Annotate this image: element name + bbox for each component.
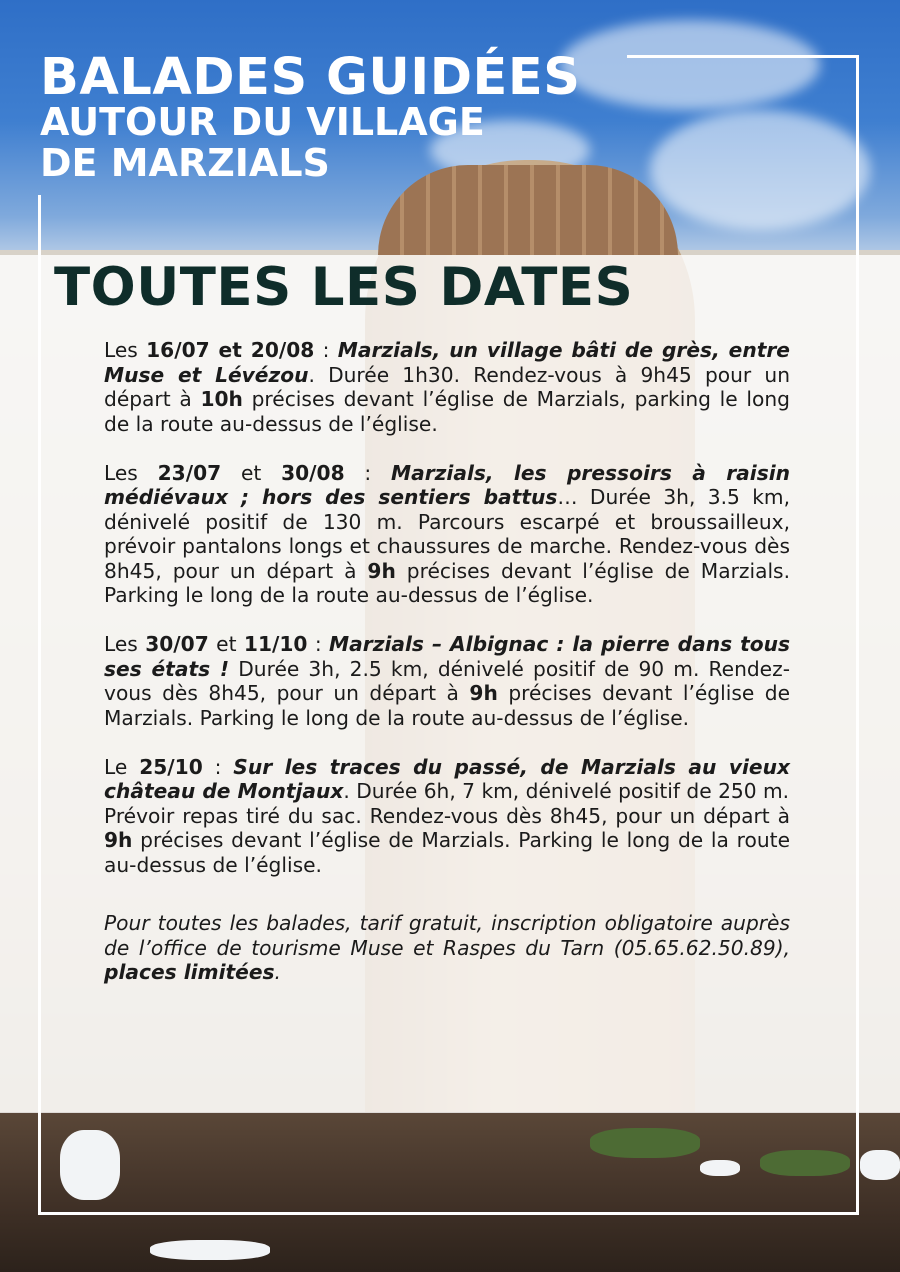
grass-patch	[590, 1128, 700, 1158]
ground	[0, 1112, 900, 1272]
walk-details: . Durée 6h, 7 km, dénivelé positif de 250 m.	[343, 779, 790, 803]
walk-name: Marzials – Albignac : la pierre dans tous ses états !	[104, 632, 790, 681]
walk-entry	[104, 632, 790, 730]
walk-date: 30/08	[281, 460, 345, 485]
footer-note-emphasis: places limitées	[104, 960, 275, 984]
walk-prefix: Les	[104, 338, 147, 362]
cloud	[650, 110, 870, 230]
frame-line-left	[38, 195, 41, 1215]
walk-dates: 16/07 et 20/08	[146, 338, 315, 362]
dates-heading: TOUTES LES DATES	[54, 257, 634, 318]
walk-details: précises devant l’église de Marzials. Parking le long de la route au-dessus de l’église.	[104, 558, 790, 607]
walk-date: 23/07	[157, 460, 222, 485]
walk-separator: :	[202, 754, 234, 779]
walk-separator: :	[314, 338, 338, 362]
walk-details: précises devant l’église de Marzials. Parking le long de la route au-dessus de l’église.	[104, 681, 790, 730]
frame-line-right	[856, 55, 859, 1215]
frame-line-bottom	[38, 1212, 859, 1215]
poster-title: BALADES GUIDÉES	[40, 48, 581, 107]
footer-note-text: Pour toutes les balades, tarif gratuit, inscription obligatoire auprès de l’office de tourisme Muse et Raspes du Tarn (05.65.62.50.89),	[104, 911, 790, 960]
walk-separator: :	[307, 632, 330, 656]
walk-prefix: Les	[104, 460, 158, 485]
walk-name: Marzials, un village bâti de grès, entre Muse et Lévézou	[104, 338, 790, 387]
footer-note-end: .	[274, 960, 281, 984]
walk-dates: 25/10	[139, 754, 203, 779]
walk-entry	[104, 338, 790, 436]
grass-patch	[760, 1150, 850, 1176]
walk-details-line	[104, 804, 790, 878]
walks-list	[104, 338, 790, 1009]
walk-prefix: Le	[104, 754, 140, 779]
walk-details: Durée 3h, 2.5 km, dénivelé positif de 90 m. Rendez-vous dès 8h45, pour un départ à	[104, 656, 790, 705]
walk-details: . Durée 1h30. Rendez-vous à 9h45 pour un départ à	[104, 362, 790, 411]
walk-date: 11/10	[243, 632, 308, 656]
cloud	[560, 20, 820, 110]
walk-separator: :	[344, 460, 391, 485]
walk-name: Sur les traces du passé, de Marzials au vieux château de Montjaux	[104, 754, 791, 803]
walk-details: précises devant l’église de Marzials. Parking le long de la route au-dessus de l’église.	[104, 828, 790, 877]
walk-details: … Durée 3h, 3.5 km, dénivelé positif de 130 m. Parcours escarpé et broussailleux, prévoir pantalons longs et chaussures de marche. Rendez-vous dès 8h45, pour un départ à	[104, 485, 790, 583]
footer-note	[104, 911, 790, 985]
walk-date: 30/07	[145, 632, 209, 656]
walk-name: Marzials, les pressoirs à raisin médiévaux ; hors des sentiers battus	[104, 460, 791, 509]
walk-start-time: 9h	[469, 681, 498, 705]
walk-prefix: Les	[104, 632, 146, 656]
walk-entry	[104, 461, 790, 608]
walk-details: précises devant l’église de Marzials, parking le long de la route au-dessus de l’église.	[104, 387, 790, 436]
walk-start-time: 9h	[104, 828, 133, 852]
walk-entry	[104, 755, 790, 878]
walk-and: et	[208, 632, 244, 656]
snow-patch	[60, 1130, 120, 1200]
walk-and: et	[221, 460, 282, 485]
walk-start-time: 9h	[367, 558, 396, 583]
tower-crenellation	[378, 165, 678, 255]
snow-patch	[860, 1150, 900, 1180]
poster-subtitle-line2: DE MARZIALS	[40, 141, 330, 185]
frame-line-top	[627, 55, 859, 58]
walk-details: Prévoir repas tiré du sac. Rendez-vous dès 8h45, pour un départ à	[104, 803, 790, 828]
snow-patch	[150, 1240, 270, 1260]
snow-patch	[700, 1160, 740, 1176]
poster-subtitle-line1: AUTOUR DU VILLAGE	[40, 100, 485, 144]
walk-start-time: 10h	[200, 387, 243, 411]
